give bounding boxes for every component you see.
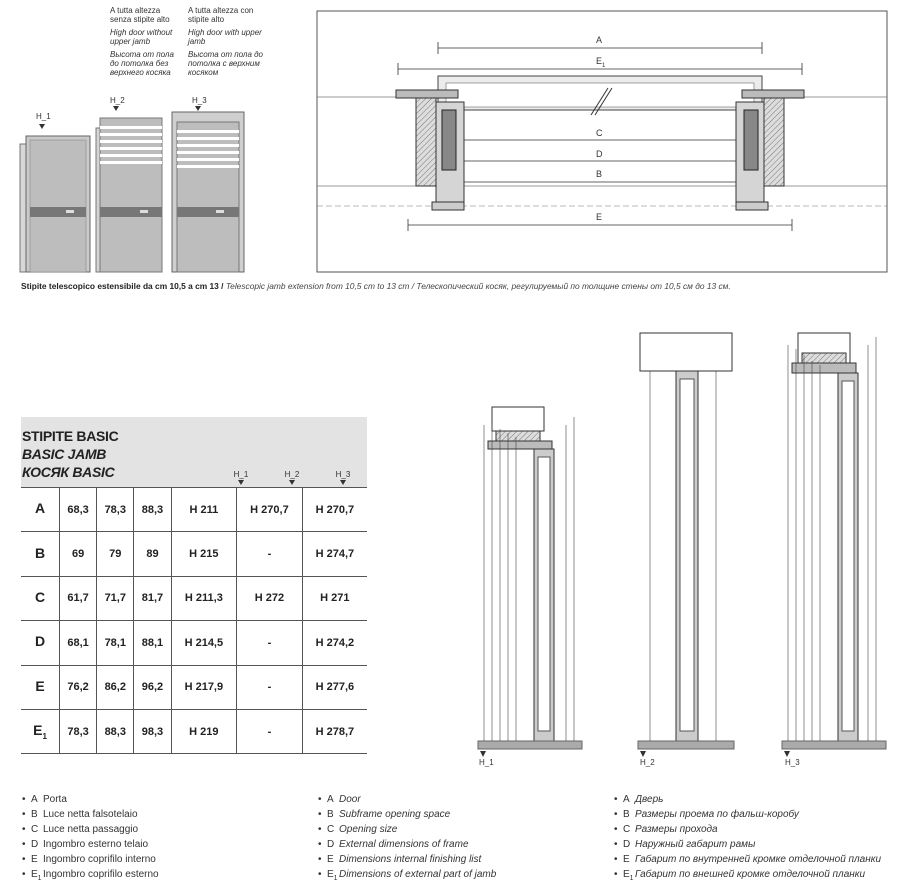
list-item: • $E_1Ingombro$ coprifilo esterno xyxy=(22,869,159,882)
table-cell: 68,3 xyxy=(60,488,97,532)
table-cell: 76,2 xyxy=(60,665,97,709)
row-key: A xyxy=(21,488,60,532)
table-cell: H 211,3 xyxy=(171,576,237,620)
table-cell: 88,1 xyxy=(134,621,171,665)
h1-door-label: H_1 xyxy=(36,112,51,121)
table-cell: - xyxy=(237,665,303,709)
table-cell: H 272 xyxy=(237,576,303,620)
section-drawings xyxy=(470,325,895,765)
section-label-h1: H_1 xyxy=(479,758,494,767)
table-cell: 88,3 xyxy=(97,709,134,753)
table-cell: H 277,6 xyxy=(302,665,367,709)
table-row xyxy=(21,709,367,753)
list-item: • E Ingombro coprifilo interno xyxy=(22,854,156,865)
h2-door-label: H_2 xyxy=(110,96,125,105)
h3-door-label: H_3 xyxy=(192,96,207,105)
legend-english xyxy=(318,792,496,886)
table-cell: - xyxy=(237,621,303,665)
door-thumbnails xyxy=(0,0,260,285)
col-head-h2: H_2 xyxy=(277,470,307,485)
table-cell: 61,7 xyxy=(60,576,97,620)
plan-label-c: C xyxy=(596,128,603,138)
section-h1-icon xyxy=(478,407,582,749)
table-cell: H 214,5 xyxy=(171,621,237,665)
section-h3-icon xyxy=(782,333,886,749)
list-item: • C Opening size xyxy=(318,824,398,835)
table-cell: H 270,7 xyxy=(237,488,303,532)
table-cell: H 274,7 xyxy=(302,532,367,576)
door-h2-icon xyxy=(96,118,162,272)
door-h3-icon xyxy=(172,112,244,272)
table-row xyxy=(21,488,367,532)
row-key: B xyxy=(21,532,60,576)
table-cell: 69 xyxy=(60,532,97,576)
h2-note-ru: Высота от пола до потолка без верхнего косяка xyxy=(110,50,174,77)
telescopic-caption xyxy=(21,281,731,291)
table-cell: H 211 xyxy=(171,488,237,532)
table-cell: 78,1 xyxy=(97,621,134,665)
h2-note-it: A tutta altezza senza stipite alto xyxy=(110,6,170,24)
list-item: • B Размеры проема по фальш-коробу xyxy=(614,809,799,820)
list-item: • D Ingombro esterno telaio xyxy=(22,839,149,850)
table-cell: - xyxy=(237,532,303,576)
h2-note-en: High door without upper jamb xyxy=(110,28,173,46)
spec-table xyxy=(21,487,367,754)
table-row xyxy=(21,576,367,620)
table-cell: 89 xyxy=(134,532,171,576)
h3-marker-icon xyxy=(195,106,201,111)
table-cell: 78,3 xyxy=(60,709,97,753)
table-title-it: STIPITE BASIC xyxy=(22,428,119,444)
h3-note-it: A tutta altezza con stipite alto xyxy=(188,6,254,24)
table-cell: 96,2 xyxy=(134,665,171,709)
list-item: • A Door xyxy=(318,794,361,805)
table-row xyxy=(21,665,367,709)
plan-label-e: E xyxy=(596,212,603,222)
plan-label-e1: $E_1$ xyxy=(596,56,606,69)
table-cell: - xyxy=(237,709,303,753)
list-item: • B Subframe opening space xyxy=(318,809,451,820)
list-item: • $E_1Dimensions$ of external part of jamb xyxy=(318,869,497,882)
legend-russian xyxy=(614,792,881,886)
col-head-h1: H_1 xyxy=(226,470,256,485)
list-item: • A Дверь xyxy=(614,794,664,805)
list-item: • D External dimensions of frame xyxy=(318,839,469,850)
row-key: C xyxy=(21,576,60,620)
plan-view-diagram xyxy=(316,10,888,274)
list-item: • E Габарит по внутренней кромке отделочной планки xyxy=(614,854,882,865)
row-key: $E_1$ xyxy=(21,709,60,753)
col-head-h3: H_3 xyxy=(328,470,358,485)
section-h3-marker-icon xyxy=(784,751,790,757)
table-cell: H 219 xyxy=(171,709,237,753)
table-cell: 98,3 xyxy=(134,709,171,753)
table-title-ru: КОСЯК BASIC xyxy=(22,464,115,480)
list-item: • C Размеры прохода xyxy=(614,824,718,835)
table-cell: H 217,9 xyxy=(171,665,237,709)
table-cell: 78,3 xyxy=(97,488,134,532)
caption-en: Telescopic jamb extension from 10,5 cm to 13 cm / Телескопический косяк, регулируемый по толщине стены от 10,5 см до 13 см. xyxy=(225,281,731,291)
plan-label-d: D xyxy=(596,149,603,159)
plan-label-b: B xyxy=(596,169,603,179)
table-cell: 81,7 xyxy=(134,576,171,620)
table-cell: 79 xyxy=(97,532,134,576)
table-title-en: BASIC JAMB xyxy=(22,446,107,462)
table-cell: 88,3 xyxy=(134,488,171,532)
row-key: E xyxy=(21,665,60,709)
table-cell: 86,2 xyxy=(97,665,134,709)
table-cell: H 274,2 xyxy=(302,621,367,665)
section-label-h3: H_3 xyxy=(785,758,800,767)
section-h1-marker-icon xyxy=(480,751,486,757)
plan-label-a: A xyxy=(596,35,603,45)
table-cell: H 271 xyxy=(302,576,367,620)
door-h1-icon xyxy=(20,136,90,272)
table-header xyxy=(21,417,367,487)
list-item: • C Luce netta passaggio xyxy=(22,824,139,835)
h1-marker-icon xyxy=(39,124,45,129)
table-cell: H 215 xyxy=(171,532,237,576)
list-item: • A Porta xyxy=(22,794,67,805)
h2-marker-icon xyxy=(113,106,119,111)
list-item: • B Luce netta falsotelaio xyxy=(22,809,138,820)
section-label-h2: H_2 xyxy=(640,758,655,767)
h3-note-en: High door with upper jamb xyxy=(188,28,262,46)
caption-it: Stipite telescopico estensibile da cm 10,5 a cm 13 / xyxy=(21,281,226,291)
table-cell: 68,1 xyxy=(60,621,97,665)
h3-note-ru: Высота от пола до потолка с верхним косяком xyxy=(188,50,263,77)
list-item: • $E_1Габарит$ по внешней кромке отделочной планки xyxy=(614,869,866,882)
table-cell: H 278,7 xyxy=(302,709,367,753)
list-item: • E Dimensions internal finishing list xyxy=(318,854,482,865)
table-row xyxy=(21,532,367,576)
list-item: • D Наружный габарит рамы xyxy=(614,839,756,850)
table-cell: H 270,7 xyxy=(302,488,367,532)
table-row xyxy=(21,621,367,665)
section-h2-icon xyxy=(638,333,734,749)
row-key: D xyxy=(21,621,60,665)
section-h2-marker-icon xyxy=(640,751,646,757)
legend-italian xyxy=(22,792,159,886)
table-cell: 71,7 xyxy=(97,576,134,620)
